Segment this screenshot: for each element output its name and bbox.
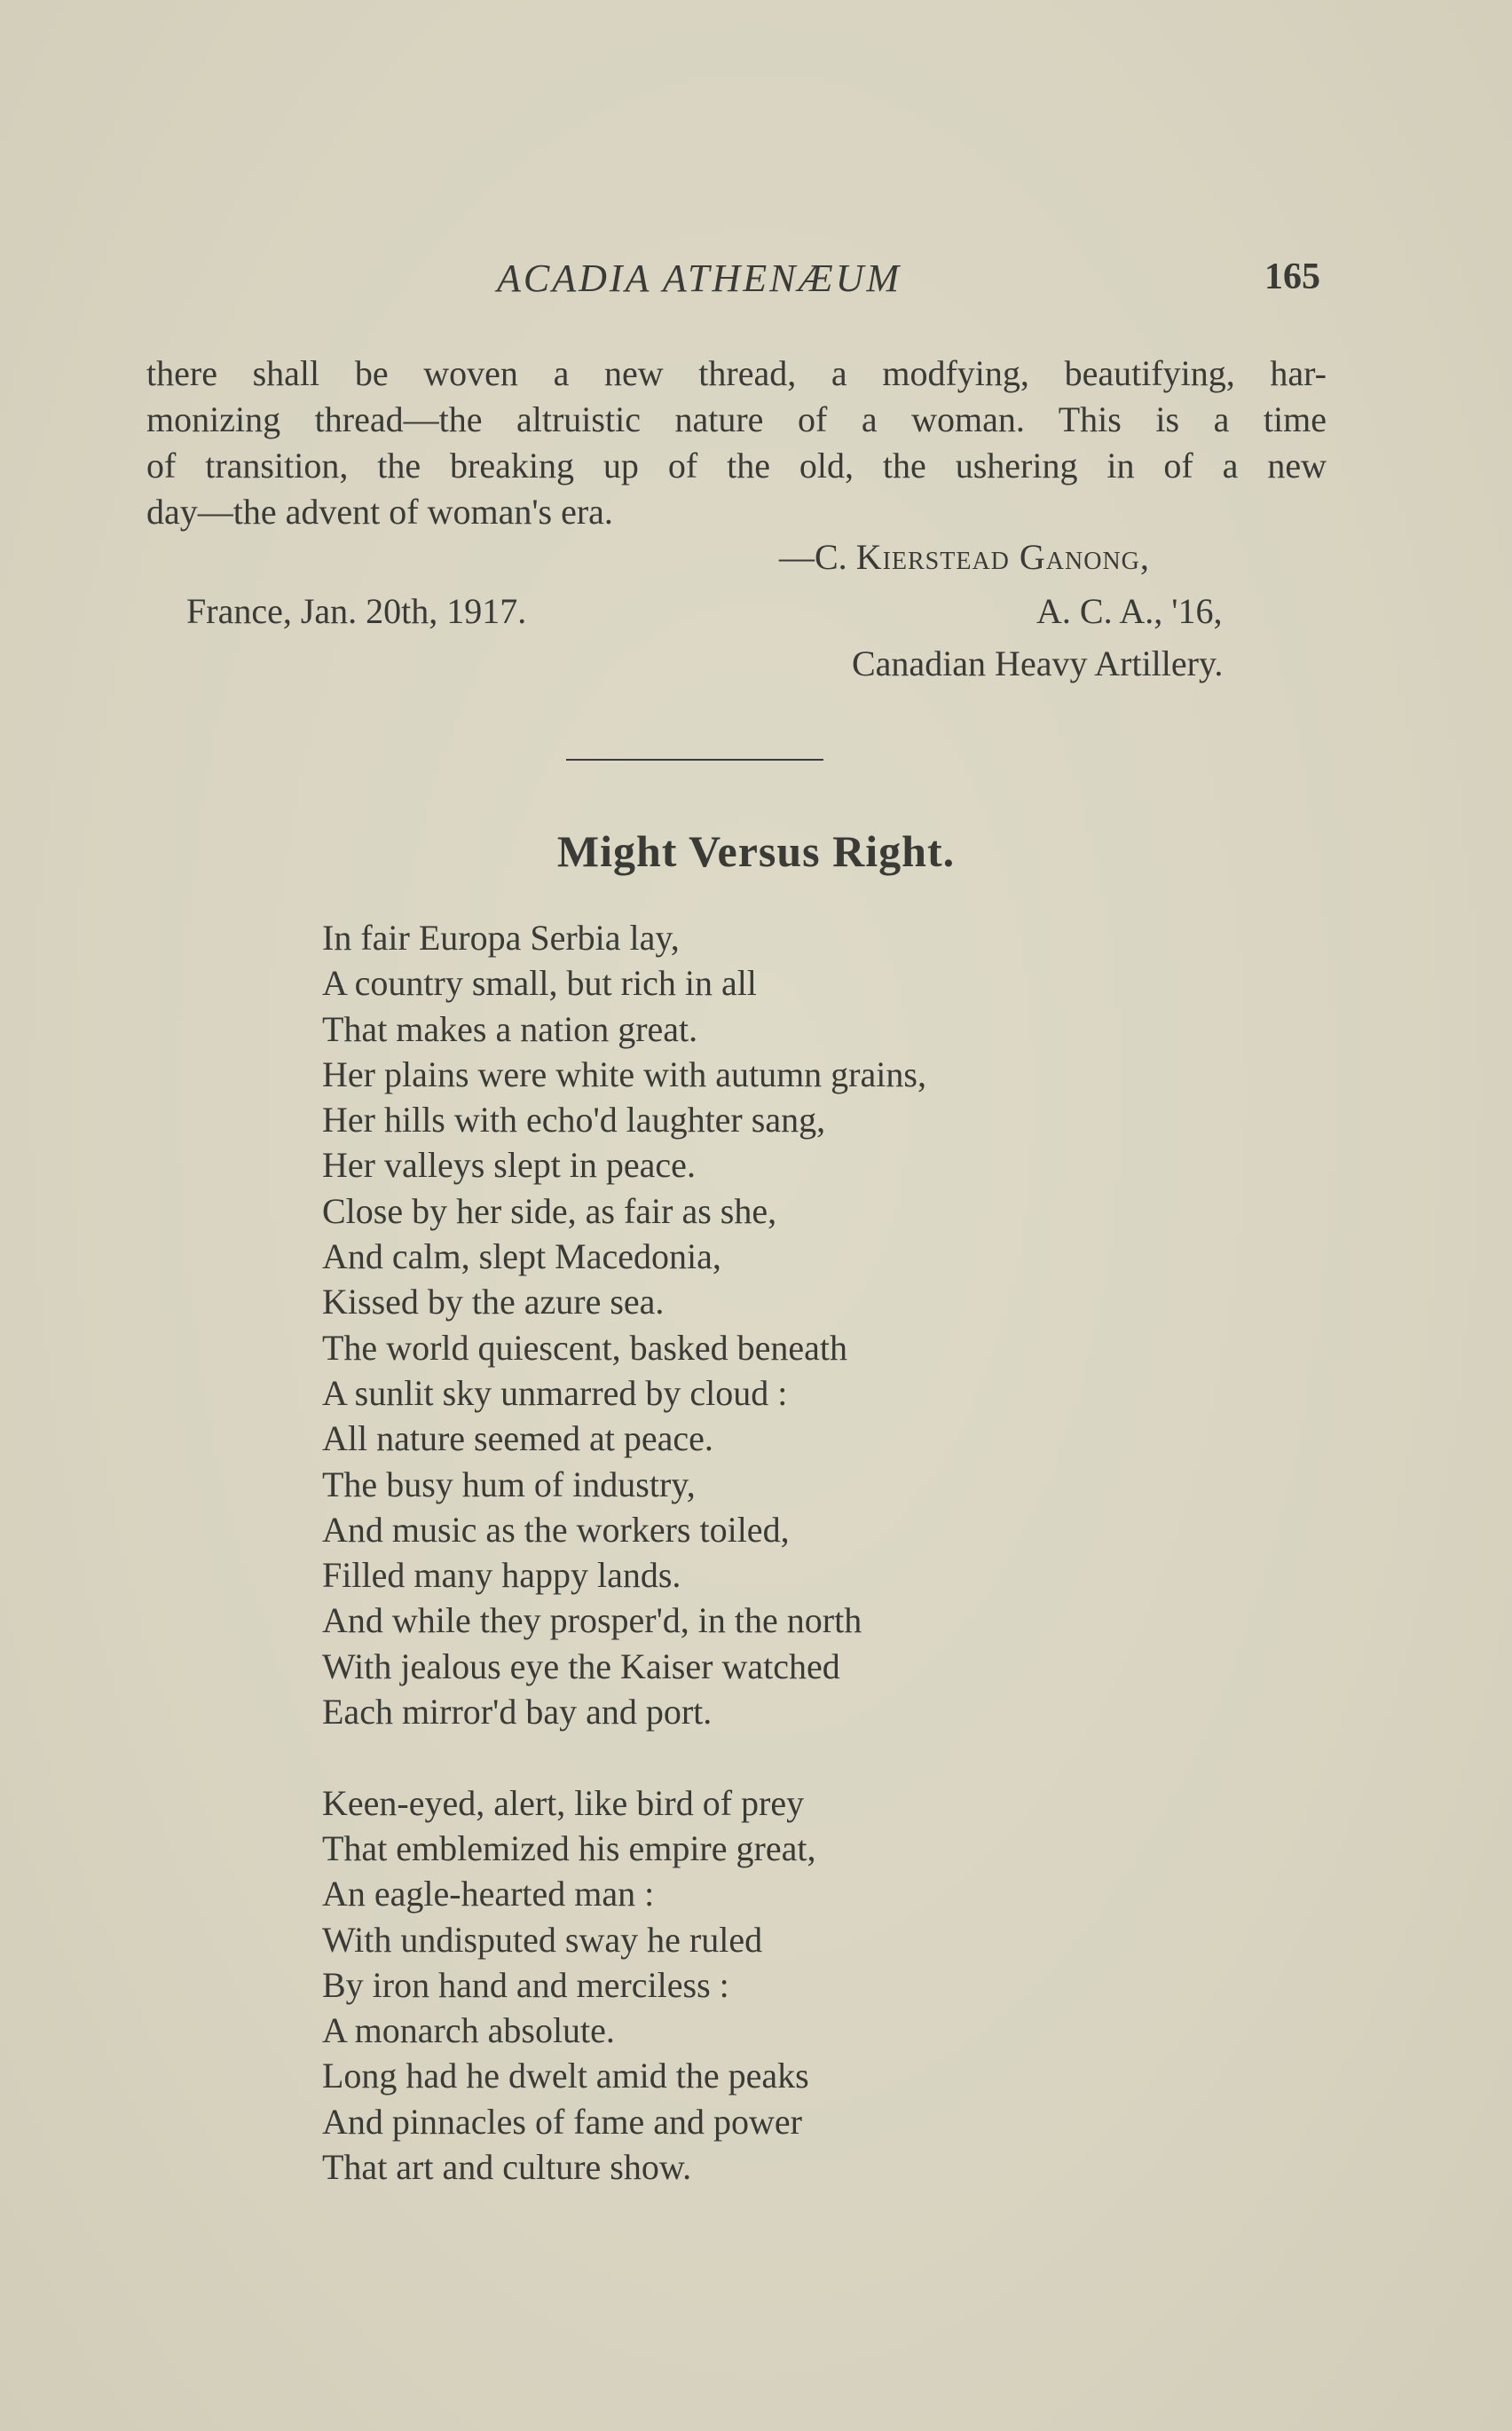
poem-line: And music as the workers toiled, xyxy=(322,1509,790,1550)
poem-line: Kissed by the azure sea. xyxy=(322,1282,665,1322)
poem-line: An eagle-hearted man : xyxy=(322,1874,655,1914)
page-number: 165 xyxy=(1264,257,1320,297)
poem-body xyxy=(322,915,926,2190)
prose-line: of transition, the breaking up of the old, the ushering in of a new xyxy=(146,446,1327,485)
poem-line: And pinnacles of fame and power xyxy=(322,2101,802,2142)
prose-line: day—the advent of woman's era. xyxy=(146,492,613,532)
prose-line: there shall be woven a new thread, a modfying, beautifying, har- xyxy=(146,353,1327,393)
prose-paragraph xyxy=(146,351,1327,535)
poem-line: All nature seemed at peace. xyxy=(322,1418,713,1459)
poem-line: A sunlit sky unmarred by cloud : xyxy=(322,1372,788,1413)
poem-line: Close by her side, as fair as she, xyxy=(322,1190,777,1231)
signature-dash: —C. xyxy=(779,537,856,577)
poem-line: That art and culture show. xyxy=(322,2147,692,2188)
poem-line: By iron hand and merciless : xyxy=(322,1964,729,2005)
author-name: Kierstead Ganong, xyxy=(855,537,1150,577)
poem-line: Her valleys slept in peace. xyxy=(322,1145,696,1186)
place-date: France, Jan. 20th, 1917. xyxy=(186,591,527,631)
author-signature xyxy=(779,536,1150,578)
poem-line: Her plains were white with autumn grains, xyxy=(322,1054,926,1094)
poem-line: The world quiescent, basked beneath xyxy=(322,1327,848,1368)
author-degree: A. C. A., '16, xyxy=(1036,591,1223,631)
poem-line: With undisputed sway he ruled xyxy=(322,1919,763,1960)
poem-line: In fair Europa Serbia lay, xyxy=(322,918,680,958)
poem-line: With jealous eye the Kaiser watched xyxy=(322,1646,840,1686)
section-divider xyxy=(566,759,823,761)
poem-line: A country small, but rich in all xyxy=(322,963,757,1004)
poem-line: Each mirror'd bay and port. xyxy=(322,1692,713,1732)
prose-line: monizing thread—the altruistic nature of a woman. This is a time xyxy=(146,399,1327,439)
poem-title: Might Versus Right. xyxy=(556,826,956,876)
poem-line: The busy hum of industry, xyxy=(322,1464,696,1504)
poem-line: Filled many happy lands. xyxy=(322,1555,681,1596)
poem-line: And while they prosper'd, in the north xyxy=(322,1600,862,1641)
running-head xyxy=(0,256,1512,309)
poem-line: Long had he dwelt amid the peaks xyxy=(322,2056,809,2096)
poem-line: That emblemized his empire great, xyxy=(322,1827,816,1868)
stanza-break xyxy=(322,1734,926,1780)
author-unit: Canadian Heavy Artillery. xyxy=(852,643,1224,683)
poem-line: A monarch absolute. xyxy=(322,2010,615,2051)
poem-line: That makes a nation great. xyxy=(322,1008,698,1049)
journal-title: ACADIA ATHENÆUM xyxy=(497,257,902,300)
poem-line: Keen-eyed, alert, like bird of prey xyxy=(322,1782,805,1823)
poem-line: And calm, slept Macedonia, xyxy=(322,1236,721,1277)
poem-line: Her hills with echo'd laughter sang, xyxy=(322,1100,826,1141)
